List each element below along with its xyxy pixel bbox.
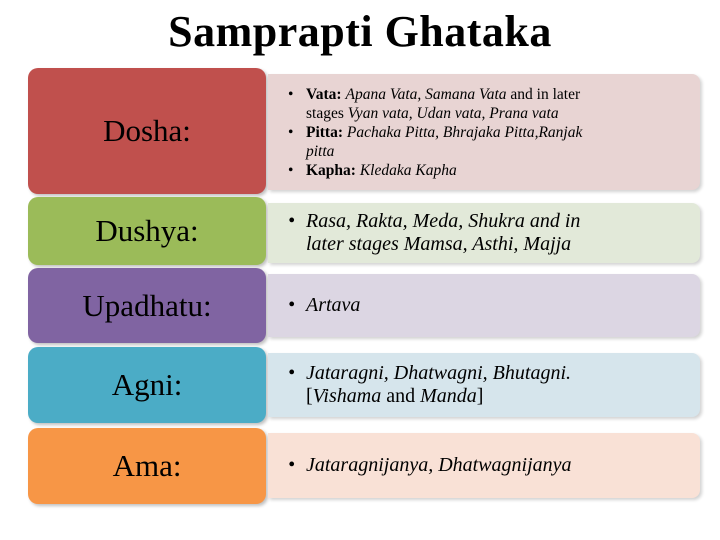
list-item: • Kapha: Kledaka Kapha [288,161,700,180]
list-item: • Pitta: Pachaka Pitta, Bhrajaka Pitta,Ranjak pitta [288,123,700,161]
label-agni: Agni: [111,367,183,402]
label-dosha: Dosha: [103,113,191,148]
list-item: • Rasa, Rakta, Meda, Shukra and in later stages Mamsa, Asthi, Majja [288,210,700,256]
label-box-upadhatu [28,268,266,343]
list-item: • Artava [288,294,700,317]
content-box-agni [268,353,700,417]
label-upadhatu: Upadhatu: [82,287,212,323]
page-title: Samprapti Ghataka [168,7,552,56]
label-dushya: Dushya: [95,213,199,248]
label-ama: Ama: [112,448,182,483]
content-box-dosha [268,74,700,190]
label-box-agni [28,347,266,423]
label-box-dosha [28,68,266,194]
content-box-ama [268,433,700,498]
label-box-ama [28,428,266,504]
list-item: • Vata: Apana Vata, Samana Vata and in later stages Vyan vata, Udan vata, Prana vata [288,85,700,123]
list-item: • Jataragni, Dhatwagni, Bhutagni. [Vishama and Manda] [288,362,700,408]
content-box-dushya [268,203,700,263]
label-box-dushya [28,197,266,265]
list-item: • Jataragnijanya, Dhatwagnijanya [288,454,700,477]
content-box-upadhatu [268,274,700,337]
